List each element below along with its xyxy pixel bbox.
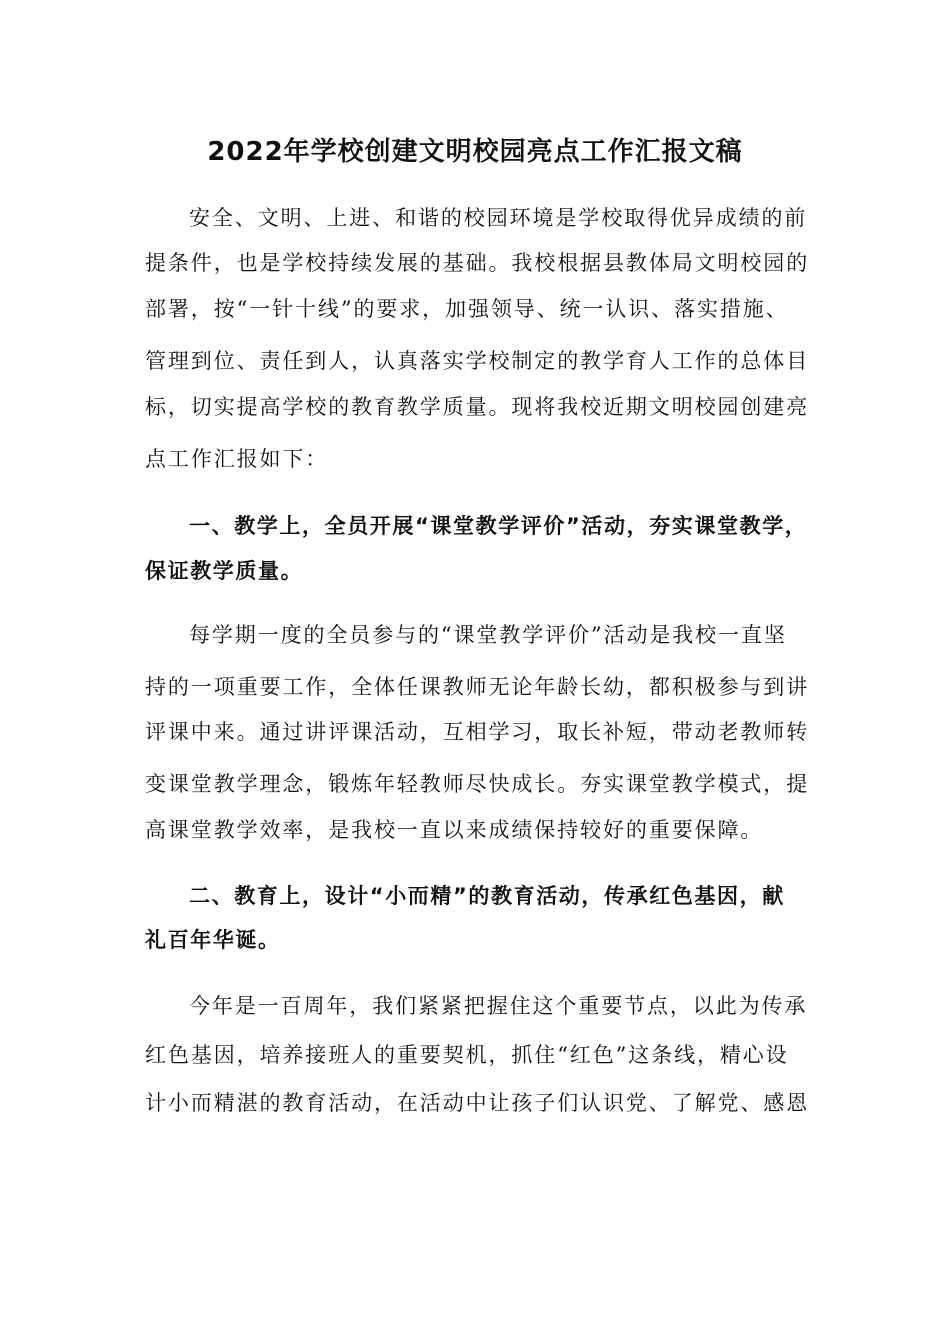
- paragraph-line: 点工作汇报如下：: [145, 447, 329, 471]
- paragraph-line: 安全、文明、上进、和谐的校园环境是学校取得优异成绩的前: [189, 206, 808, 230]
- paragraph-line: 部署，按“一针十线”的要求，加强领导、统一认识、落实措施、: [145, 297, 789, 321]
- paragraph-line: 今年是一百周年，我们紧紧把握住这个重要节点，以此为传承: [189, 994, 808, 1018]
- paragraph-line: 高课堂教学效率，是我校一直以来成绩保持较好的重要保障。: [145, 818, 764, 842]
- paragraph-line: 持的一项重要工作，全体任课教师无论年龄长幼，都积极参与到讲: [145, 675, 810, 699]
- paragraph-line: 评课中来。通过讲评课活动，互相学习，取长补短，带动老教师转: [145, 720, 810, 744]
- section-heading-2: 二、教育上，设计“小而精”的教育活动，传承红色基因，献: [189, 884, 785, 908]
- paragraph-line: 标，切实提高学校的教育教学质量。现将我校近期文明校园创建亮: [145, 395, 810, 419]
- paragraph-line: 每学期一度的全员参与的“课堂教学评价”活动是我校一直坚: [189, 623, 787, 647]
- document-title: 2022年学校创建文明校园亮点工作汇报文稿: [207, 137, 743, 167]
- section-heading-2-cont: 礼百年华诞。: [145, 928, 281, 952]
- paragraph-line: 计小而精湛的教育活动，在活动中让孩子们认识党、了解党、感恩: [145, 1091, 810, 1115]
- section-heading-1-cont: 保证教学质量。: [145, 559, 304, 583]
- paragraph-line: 管理到位、责任到人，认真落实学校制定的教学育人工作的总体目: [145, 349, 810, 373]
- paragraph-line: 变课堂教学理念，锻炼年轻教师尽快成长。夯实课堂教学模式，提: [145, 772, 810, 796]
- paragraph-line: 红色基因，培养接班人的重要契机，抓住“红色”这条线，精心设: [145, 1043, 789, 1067]
- section-heading-1: 一、教学上，全员开展“课堂教学评价”活动，夯实课堂教学，: [189, 514, 808, 538]
- paragraph-line: 提条件，也是学校持续发展的基础。我校根据县教体局文明校园的: [145, 251, 810, 275]
